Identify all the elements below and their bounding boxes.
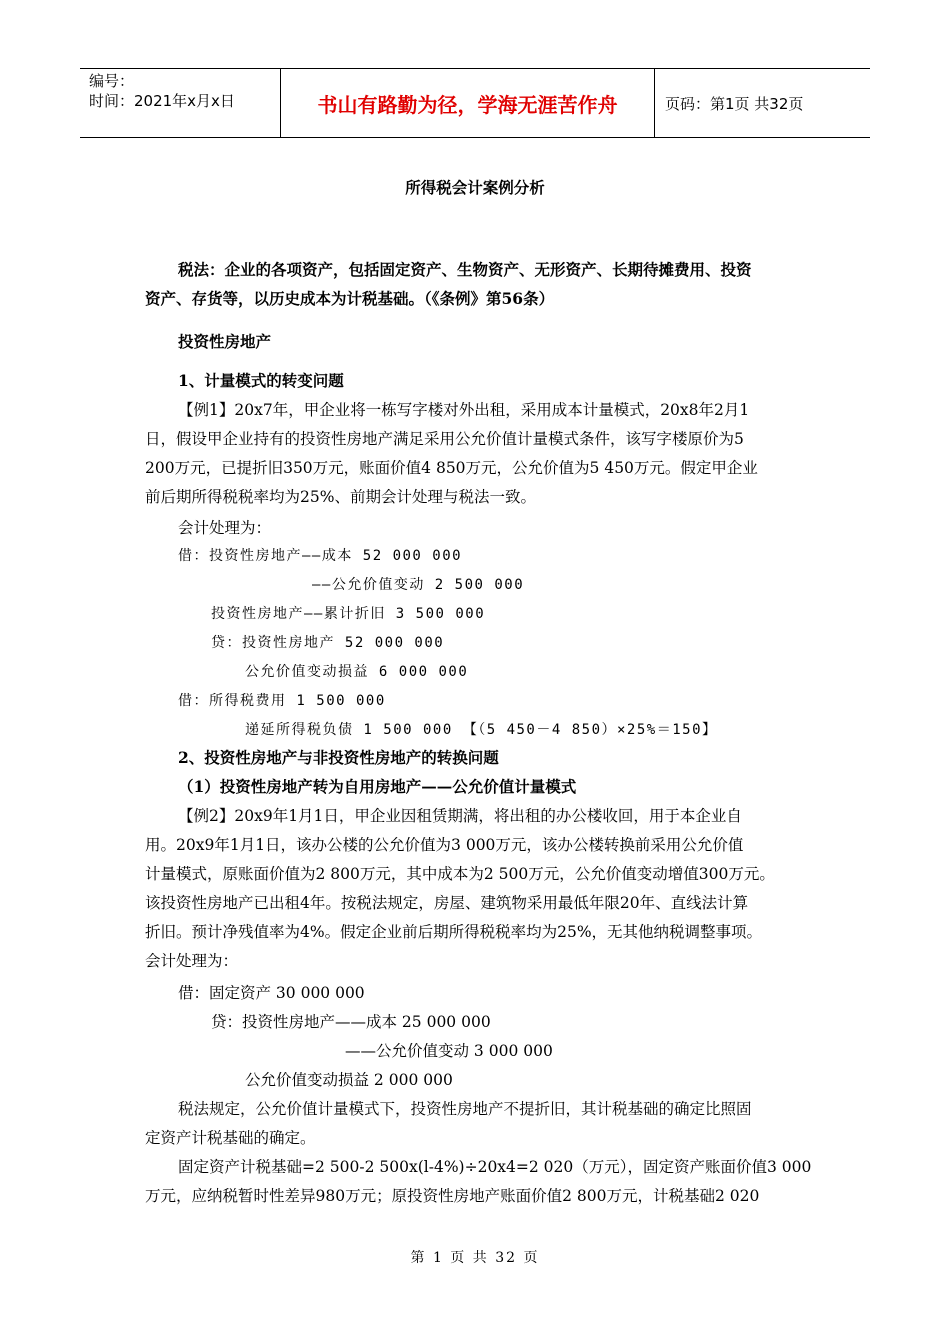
journal-entry-line: 公允价值变动损益 2 000 000 xyxy=(245,1071,453,1089)
paragraph-line: 资产、存货等，以历史成本为计税基础。（《条例》第56条） xyxy=(145,289,555,308)
header-table xyxy=(80,68,870,138)
paragraph-line: 万元，应纳税暂时性差异980万元；原投资性房地产账面价值2 800万元，计税基础2 020 xyxy=(145,1187,760,1205)
paragraph-line: 计量模式，原账面价值为2 800万元，其中成本为2 500万元，公允价值变动增值300万元。 xyxy=(145,865,775,883)
paragraph-line: 该投资性房地产已出租4年。按税法规定，房屋、建筑物采用最低年限20年、直线法计算 xyxy=(145,894,749,912)
paragraph-line: 折旧。预计净残值率为4%。假定企业前后期所得税税率均为25%，无其他纳税调整事项。 xyxy=(145,923,763,941)
paragraph-line: 会计处理为： xyxy=(145,952,239,970)
header-page-info: 页码：第1页 共32页 xyxy=(665,94,804,113)
journal-entry-line: 借：固定资产 30 000 000 xyxy=(178,984,365,1002)
journal-entry-line: 借：所得税费用 1 500 000 xyxy=(178,693,386,709)
document-number-label: 编号： xyxy=(89,72,135,90)
paragraph-line: 税法规定，公允价值计量模式下，投资性房地产不提折旧，其计税基础的确定比照固 xyxy=(178,1100,752,1118)
header-motto: 书山有路勤为径，学海无涯苦作舟 xyxy=(281,69,655,137)
journal-entry-line: ——公允价值变动 2 500 000 xyxy=(312,577,525,593)
journal-entry-line: 贷：投资性房地产——成本 25 000 000 xyxy=(211,1013,491,1031)
journal-entry-line: 递延所得税负债 1 500 000 【（5 450－4 850）×25%＝150】 xyxy=(245,722,718,738)
paragraph-line: 定资产计税基础的确定。 xyxy=(145,1129,316,1147)
section-heading: 1、计量模式的转变问题 xyxy=(178,371,344,390)
paragraph-line: 税法：企业的各项资产，包括固定资产、生物资产、无形资产、长期待摊费用、投资 xyxy=(178,260,752,279)
header-meta-cell xyxy=(80,69,281,137)
paragraph-line: 前后期所得税税率均为25%、前期会计处理与税法一致。 xyxy=(145,488,536,506)
journal-entry-line: 公允价值变动损益 6 000 000 xyxy=(245,664,469,680)
paragraph-line: 【例1】20x7年，甲企业将一栋写字楼对外出租，采用成本计量模式，20x8年2月1 xyxy=(178,401,750,419)
section-heading: 2、投资性房地产与非投资性房地产的转换问题 xyxy=(178,748,499,767)
page-footer: 第 1 页 共 32 页 xyxy=(410,1250,540,1266)
journal-entry-line: 贷：投资性房地产 52 000 000 xyxy=(211,635,445,651)
paragraph-line: 会计处理为： xyxy=(178,519,272,537)
paragraph-line: 固定资产计税基础=2 500-2 500x(l-4%)÷20x4=2 020（万元），固定资产账面价值3 000 xyxy=(178,1158,812,1176)
document-title: 所得税会计案例分析 xyxy=(405,178,545,197)
paragraph-line: 【例2】20x9年1月1日，甲企业因租赁期满，将出租的办公楼收回，用于本企业自 xyxy=(178,807,742,825)
section-heading: （1）投资性房地产转为自用房地产——公允价值计量模式 xyxy=(178,777,577,796)
paragraph-line: 用。20x9年1月1日，该办公楼的公允价值为3 000万元，该办公楼转换前采用公允价值 xyxy=(145,836,744,854)
journal-entry-line: 借：投资性房地产——成本 52 000 000 xyxy=(178,548,463,564)
journal-entry-line: 投资性房地产——累计折旧 3 500 000 xyxy=(211,606,486,622)
paragraph-line: 200万元，已提折旧350万元，账面价值4 850万元，公允价值为5 450万元。假定甲企业 xyxy=(145,459,758,477)
journal-entry-line: ——公允价值变动 3 000 000 xyxy=(345,1042,553,1060)
paragraph-line: 日，假设甲企业持有的投资性房地产满足采用公允价值计量模式条件，该写字楼原价为5 xyxy=(145,430,744,448)
document-date: 时间：2021年x月x日 xyxy=(89,92,235,110)
section-heading: 投资性房地产 xyxy=(178,332,272,351)
